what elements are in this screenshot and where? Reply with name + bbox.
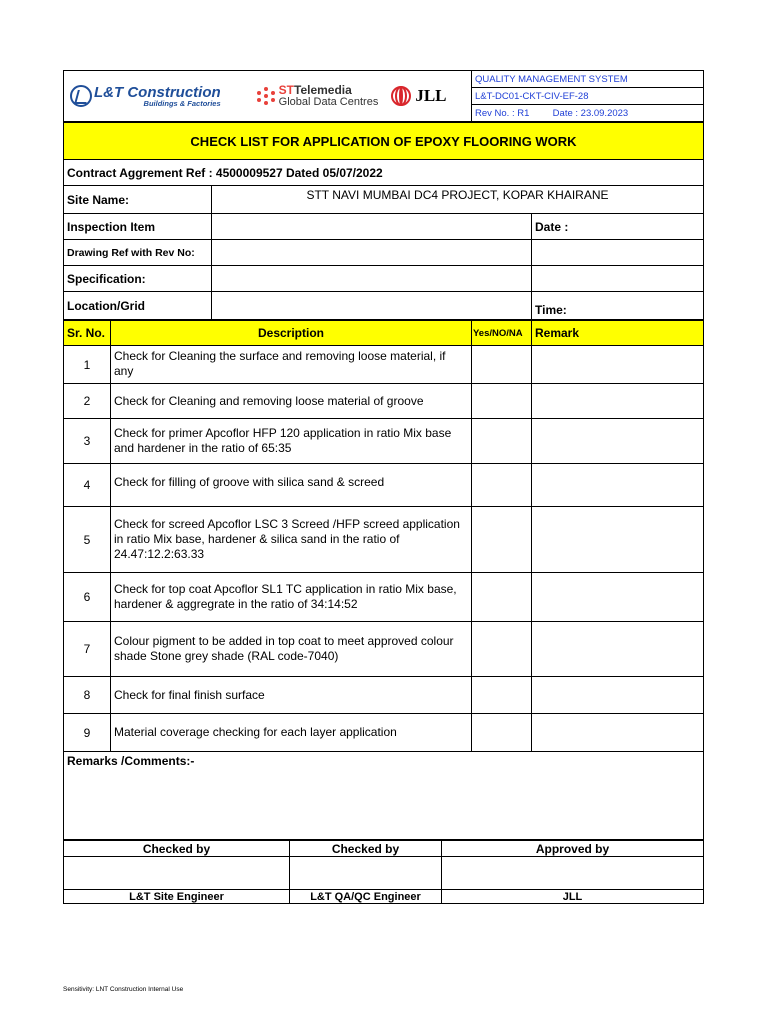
location-grid-value[interactable] <box>212 292 532 320</box>
row-remark[interactable] <box>532 419 704 464</box>
logo-cell <box>64 71 472 122</box>
drawing-ref-value[interactable] <box>212 240 532 266</box>
table-row <box>64 464 704 507</box>
row-remark[interactable] <box>532 346 704 384</box>
row-yes-no-na[interactable] <box>472 464 532 507</box>
inspection-item-value[interactable] <box>212 214 532 240</box>
time-label: Time: <box>532 292 704 320</box>
signature-qaqc-engineer[interactable] <box>290 857 442 890</box>
date-label: Date : <box>532 214 704 240</box>
stt-name-telemedia: Telemedia <box>294 82 352 97</box>
row-remark[interactable] <box>532 464 704 507</box>
table-row <box>64 622 704 677</box>
col-description: Description <box>111 321 472 346</box>
rev-number: Rev No. : R1 <box>475 107 530 119</box>
drawing-ref-extra[interactable] <box>532 240 704 266</box>
remarks-comments[interactable]: Remarks /Comments:- <box>64 752 704 840</box>
col-yes-no-na: Yes/NO/NA <box>472 321 532 346</box>
row-yes-no-na[interactable] <box>472 714 532 752</box>
jll-logo-name: JLL <box>415 86 447 105</box>
row-description: Check for Cleaning and removing loose material of groove <box>111 384 472 419</box>
col-remark: Remark <box>532 321 704 346</box>
header-table <box>63 70 704 122</box>
row-remark[interactable] <box>532 622 704 677</box>
row-number: 8 <box>64 677 111 714</box>
row-description: Check for Cleaning the surface and removing loose material, if any <box>111 346 472 384</box>
table-row <box>64 346 704 384</box>
checked-by-1-label: Checked by <box>64 841 290 857</box>
row-description: Check for screed Apcoflor LSC 3 Screed /HFP screed application in ratio Mix base, hardener & silica sand in the ratio of 24.47:12.2:63.33 <box>111 507 472 573</box>
table-row <box>64 573 704 622</box>
qms-label: QUALITY MANAGEMENT SYSTEM <box>472 71 704 88</box>
specification-extra[interactable] <box>532 266 704 292</box>
page-title: CHECK LIST FOR APPLICATION OF EPOXY FLOORING WORK <box>64 123 704 160</box>
signature-jll[interactable] <box>442 857 704 890</box>
row-remark[interactable] <box>532 507 704 573</box>
role-jll: JLL <box>442 890 704 904</box>
role-site-engineer: L&T Site Engineer <box>64 890 290 904</box>
approved-by-label: Approved by <box>442 841 704 857</box>
drawing-ref-label: Drawing Ref with Rev No: <box>64 240 212 266</box>
row-number: 3 <box>64 419 111 464</box>
row-remark[interactable] <box>532 384 704 419</box>
site-name-label: Site Name: <box>64 186 212 214</box>
lt-emblem-icon <box>70 85 92 107</box>
role-qaqc-engineer: L&T QA/QC Engineer <box>290 890 442 904</box>
inspection-item-label: Inspection Item <box>64 214 212 240</box>
checked-by-2-label: Checked by <box>290 841 442 857</box>
row-remark[interactable] <box>532 714 704 752</box>
stt-dots-icon <box>257 87 275 105</box>
doc-date: Date : 23.09.2023 <box>552 107 629 119</box>
jll-logo <box>390 85 446 107</box>
stt-logo-subtitle: Global Data Centres <box>278 95 379 108</box>
row-yes-no-na[interactable] <box>472 507 532 573</box>
row-number: 5 <box>64 507 111 573</box>
row-number: 2 <box>64 384 111 419</box>
row-description: Check for primer Apcoflor HFP 120 application in ratio Mix base and hardener in the ratio of 65:35 <box>111 419 472 464</box>
row-yes-no-na[interactable] <box>472 384 532 419</box>
table-row <box>64 507 704 573</box>
row-number: 1 <box>64 346 111 384</box>
lt-logo-name: L&T Construction <box>94 83 221 101</box>
row-yes-no-na[interactable] <box>472 346 532 384</box>
row-number: 9 <box>64 714 111 752</box>
lt-logo-subtitle: Buildings & Factories <box>143 98 221 108</box>
specification-label: Specification: <box>64 266 212 292</box>
specification-value[interactable] <box>212 266 532 292</box>
row-yes-no-na[interactable] <box>472 419 532 464</box>
row-remark[interactable] <box>532 573 704 622</box>
row-description: Check for top coat Apcoflor SL1 TC application in ratio Mix base, hardener & aggregrate in the ratio of 34:14:52 <box>111 573 472 622</box>
row-yes-no-na[interactable] <box>472 677 532 714</box>
stt-name-st: ST <box>278 82 294 97</box>
row-description: Check for final finish surface <box>111 677 472 714</box>
rev-date <box>472 105 704 122</box>
jll-emblem-icon <box>390 85 412 107</box>
doc-number: L&T-DC01-CKT-CIV-EF-28 <box>472 88 704 105</box>
location-grid-label: Location/Grid <box>64 292 212 320</box>
row-yes-no-na[interactable] <box>472 622 532 677</box>
lt-logo <box>70 85 221 108</box>
table-row <box>64 384 704 419</box>
table-row <box>64 419 704 464</box>
signature-site-engineer[interactable] <box>64 857 290 890</box>
row-description: Material coverage checking for each layer application <box>111 714 472 752</box>
signature-table <box>63 840 704 904</box>
checklist-sheet <box>63 70 703 904</box>
info-table <box>63 122 704 320</box>
row-description: Check for filling of groove with silica sand & screed <box>111 464 472 507</box>
stt-logo <box>257 84 379 108</box>
sensitivity-footer: Sensitivity: LNT Construction Internal Use <box>63 986 184 993</box>
table-row <box>64 714 704 752</box>
row-remark[interactable] <box>532 677 704 714</box>
row-number: 4 <box>64 464 111 507</box>
row-number: 7 <box>64 622 111 677</box>
row-yes-no-na[interactable] <box>472 573 532 622</box>
row-description: Colour pigment to be added in top coat to meet approved colour shade Stone grey shade (RAL code-7040) <box>111 622 472 677</box>
col-sr-no: Sr. No. <box>64 321 111 346</box>
contract-ref: Contract Aggrement Ref : 4500009527 Dated 05/07/2022 <box>64 160 704 186</box>
site-name-value: STT NAVI MUMBAI DC4 PROJECT, KOPAR KHAIRANE <box>212 186 704 214</box>
table-row <box>64 677 704 714</box>
row-number: 6 <box>64 573 111 622</box>
checklist-table <box>63 320 704 840</box>
